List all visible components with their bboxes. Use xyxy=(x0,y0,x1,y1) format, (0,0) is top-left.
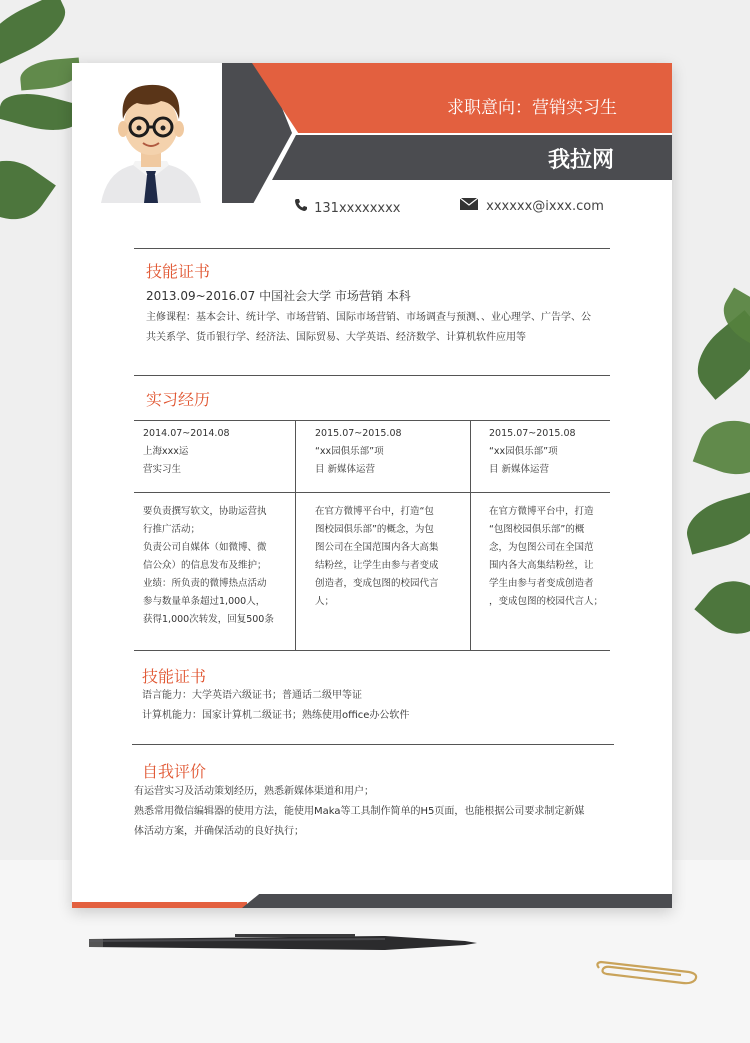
internship-body-2: 在官方微博平台中，打造“包 图校园俱乐部”的概念，为包 图公司在全国范围内各大高集 结粉丝，让学生由参与者变成 创造者，变成包图的校园代言 人； xyxy=(315,506,439,607)
table-mid-line xyxy=(134,492,610,493)
email-contact xyxy=(460,198,604,214)
section-title-internship: 实习经历 xyxy=(146,390,211,409)
table-bottom-line xyxy=(134,650,610,651)
footer-orange-bar xyxy=(72,902,247,908)
section-title-self: 自我评价 xyxy=(142,762,207,781)
internship-head-1: 2014.07~2014.08 上海xxx运 营实习生 xyxy=(143,428,230,475)
courses-line-1: 主修课程：基本会计、统计学、市场营销、国际市场营销、市场调查与预测、、业心理学、广告学、公 xyxy=(146,312,591,323)
pen xyxy=(85,930,480,956)
table-top-line xyxy=(134,420,610,421)
resume-paper xyxy=(72,63,672,908)
avatar xyxy=(97,67,205,203)
email-address: xxxxxx@ixxx.com xyxy=(486,199,604,214)
candidate-name: 我拉网 xyxy=(547,148,614,173)
table-column-divider xyxy=(470,420,471,650)
divider xyxy=(134,248,610,249)
job-objective: 求职意向：营销实习生 xyxy=(447,98,617,118)
footer-dark-bar xyxy=(242,894,672,908)
self-line-2: 熟悉常用微信编辑器的使用方法，能使用Maka等工具制作简单的H5页面，也能根据公司要求制定新媒 xyxy=(134,806,585,817)
divider xyxy=(134,375,610,376)
self-line-3: 体活动方案，并确保活动的良好执行； xyxy=(134,826,304,837)
paper-clip xyxy=(593,958,703,986)
internship-head-3: 2015.07~2015.08 “xx园俱乐部”项 目 新媒体运营 xyxy=(489,428,576,475)
self-line-1: 有运营实习及活动策划经历，熟悉新媒体渠道和用户； xyxy=(134,786,374,797)
internship-head-2: 2015.07~2015.08 “xx园俱乐部”项 目 新媒体运营 xyxy=(315,428,402,475)
skills-computer: 计算机能力：国家计算机二级证书；熟练使用office办公软件 xyxy=(142,710,410,721)
skills-language: 语言能力：大学英语六级证书；普通话二级甲等证 xyxy=(142,690,362,701)
section-title-skills: 技能证书 xyxy=(142,667,207,686)
phone-contact xyxy=(294,198,401,216)
envelope-icon xyxy=(460,198,482,214)
table-column-divider xyxy=(295,420,296,650)
internship-body-1: 要负责撰写软文，协助运营执 行推广活动； 负责公司自媒体（如微博、微 信公众）的信息发布及维护； 业绩：所负责的微博热点活动 参与数量单条超过1,000人， 获得1,000次转发，回复500条 xyxy=(143,506,274,625)
section-title-education: 技能证书 xyxy=(146,262,211,281)
internship-body-3: 在官方微博平台中，打造 “包图校园俱乐部”的概 念，为包图公司在全国范 围内各大高集结粉丝，让 学生由参与者变成创造者 ，变成包图的校园代言人； xyxy=(489,506,604,607)
divider xyxy=(132,744,614,745)
phone-icon xyxy=(294,198,310,216)
education-line: 2013.09~2016.07 中国社会大学 市场营销 本科 xyxy=(146,289,411,303)
courses-line-2: 共关系学、货币银行学、经济法、国际贸易、大学英语、经济数学、计算机软件应用等 xyxy=(146,332,526,343)
phone-number: 131xxxxxxxx xyxy=(314,201,401,216)
